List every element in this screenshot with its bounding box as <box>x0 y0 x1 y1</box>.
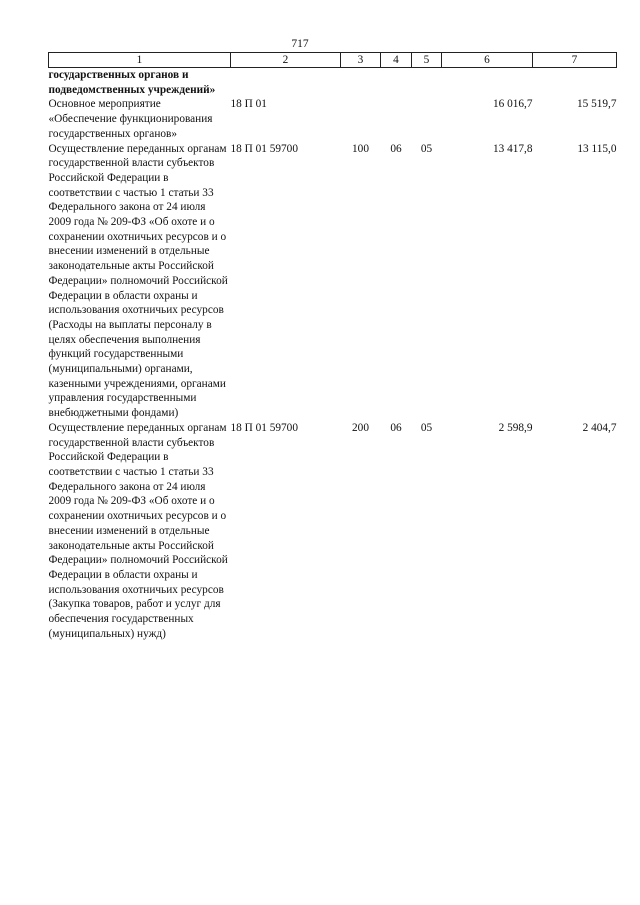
row-target-code: 18 П 01 59700 <box>230 142 298 155</box>
row-expense-type: 200 <box>352 421 369 434</box>
table-row <box>49 68 617 98</box>
header-col-5: 5 <box>412 53 442 68</box>
budget-table <box>48 52 617 641</box>
row-name: Основное мероприятие «Обеспечение функционирования государственных органов» <box>48 98 213 140</box>
page-number: 717 <box>291 38 309 50</box>
row-target-code <box>231 68 341 98</box>
row-amount-year-1 <box>442 68 533 98</box>
header-col-1: 1 <box>49 53 231 68</box>
table-row <box>49 421 617 642</box>
row-expense-type <box>341 68 381 98</box>
header-col-3: 3 <box>341 53 381 68</box>
row-subsection: 05 <box>420 421 433 434</box>
row-amount-year-2: 15 519,7 <box>576 98 617 111</box>
row-amount-year-1: 16 016,7 <box>492 98 533 111</box>
row-section: 06 <box>390 421 402 434</box>
row-name: Осуществление переданных органам государственной власти субъектов Российской Федерации в соответствии с частью 1 статьи 33 Федерального закона от 24 июля 2009 года № 209-ФЗ «Об охоте и о сохранении охотничьих ресурсов и о внесении изменений в отдельные законодательные акты Российской Федерации» полномочий Российской Федерации в области охраны и использования охотничьих ресурсов (Закупка товаров, работ и услуг для обеспечения государственных (муниципальных) нужд) <box>48 421 228 640</box>
table-row <box>49 97 617 141</box>
row-amount-year-1: 13 417,8 <box>492 142 533 155</box>
row-subsection <box>412 68 442 98</box>
row-target-code: 18 П 01 <box>230 98 267 111</box>
table-row <box>49 142 617 421</box>
row-expense-type: 100 <box>352 142 369 155</box>
header-col-6: 6 <box>442 53 533 68</box>
row-name: Осуществление переданных органам государственной власти субъектов Российской Федерации в соответствии с частью 1 статьи 33 Федерального закона от 24 июля 2009 года № 209-ФЗ «Об охоте и о сохранении охотничьих ресурсов и о внесении изменений в отдельные законодательные акты Российской Федерации» полномочий Российской Федерации в области охраны и использования охотничьих ресурсов (Расходы на выплаты персоналу в целях обеспечения выполнения функций государственными (муниципальными) органами, казенными учреждениями, органами управления государственными внебюджетными фондами) <box>48 142 228 420</box>
header-col-4: 4 <box>381 53 412 68</box>
header-col-7: 7 <box>533 53 617 68</box>
row-target-code: 18 П 01 59700 <box>230 421 298 434</box>
row-amount-year-1: 2 598,9 <box>498 421 533 434</box>
row-section <box>381 68 412 98</box>
row-subsection: 05 <box>420 142 433 155</box>
row-section <box>381 97 412 141</box>
header-row <box>49 53 617 68</box>
header-col-2: 2 <box>231 53 341 68</box>
row-amount-year-2: 2 404,7 <box>582 421 617 434</box>
row-section: 06 <box>390 142 402 155</box>
row-amount-year-2 <box>533 68 617 98</box>
row-subsection <box>412 97 442 141</box>
row-amount-year-2: 13 115,0 <box>577 142 617 155</box>
row-name: государственных органов и подведомственных учреждений» <box>48 69 216 96</box>
row-expense-type <box>341 97 381 141</box>
